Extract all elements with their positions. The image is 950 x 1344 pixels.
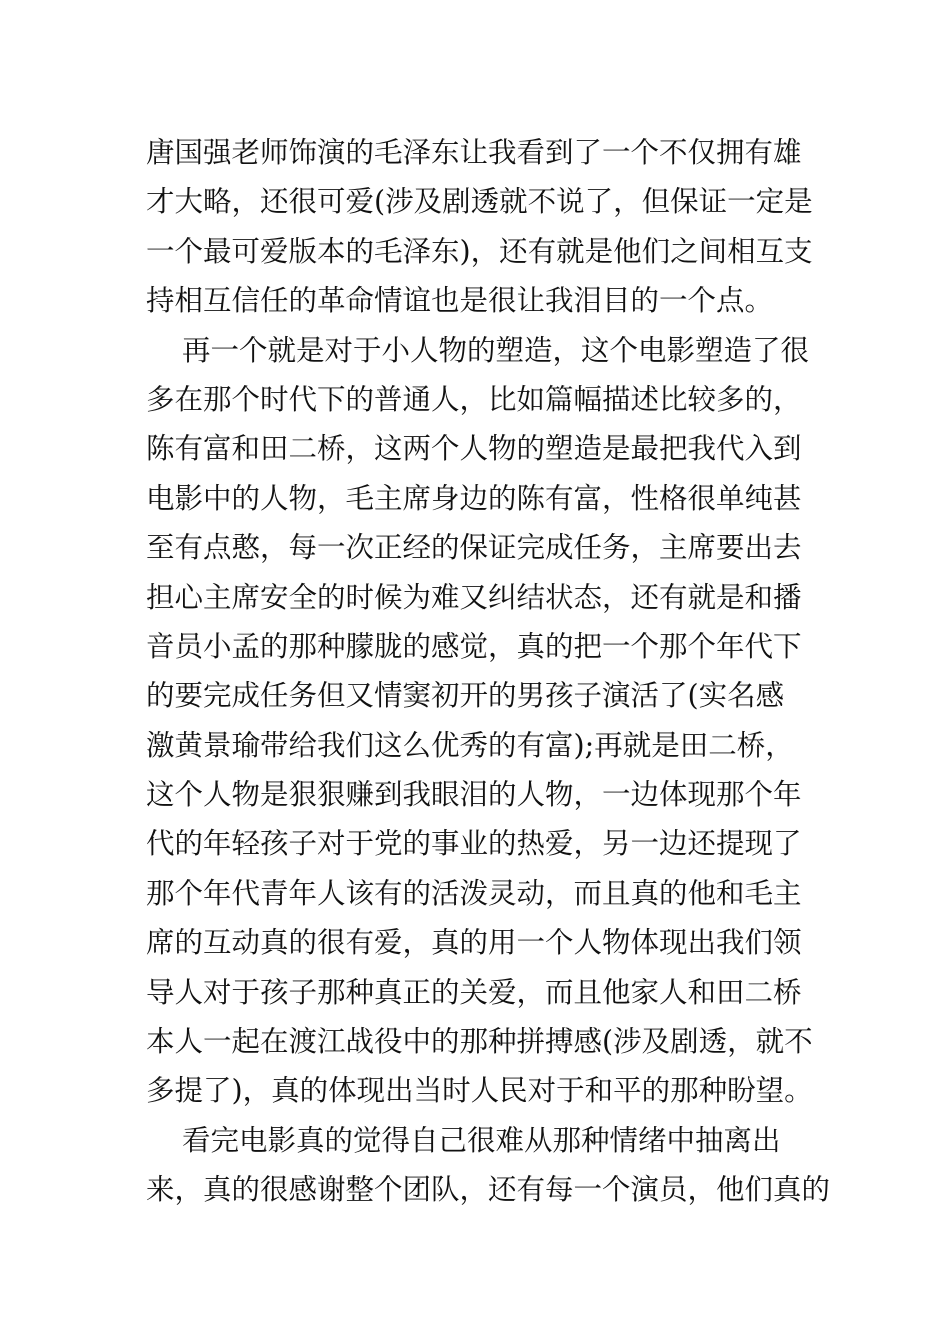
text-line: 音员小孟的那种朦胧的感觉，真的把一个那个年代下	[146, 629, 802, 663]
text-line: 导人对于孩子那种真正的关爱，而且他家人和田二桥	[146, 975, 802, 1009]
body-text	[146, 128, 831, 1215]
text-line: 那个年代青年人该有的活泼灵动，而且真的他和毛主	[146, 876, 802, 910]
text-line: 本人一起在渡江战役中的那种拼搏感(涉及剧透，就不	[146, 1025, 813, 1059]
text-line: 陈有富和田二桥，这两个人物的塑造是最把我代入到	[146, 432, 802, 466]
paragraph-start-line: 看完电影真的觉得自己很难从那种情绪中抽离出	[182, 1123, 781, 1157]
text-line: 这个人物是狠狠赚到我眼泪的人物，一边体现那个年	[146, 778, 802, 812]
text-line: 代的年轻孩子对于党的事业的热爱，另一边还提现了	[146, 827, 802, 861]
text-line: 至有点憨，每一次正经的保证完成任务，主席要出去	[146, 531, 802, 565]
text-line: 的要完成任务但又情窦初开的男孩子演活了(实名感	[146, 679, 785, 713]
text-line: 持相互信任的革命情谊也是很让我泪目的一个点。	[146, 284, 774, 318]
text-line: 激黄景瑜带给我们这么优秀的有富);再就是田二桥，	[146, 728, 794, 762]
text-line: 多在那个时代下的普通人，比如篇幅描述比较多的，	[146, 382, 802, 416]
text-line: 来，真的很感谢整个团队，还有每一个演员，他们真的	[146, 1173, 831, 1207]
text-line: 唐国强老师饰演的毛泽东让我看到了一个不仅拥有雄	[146, 136, 802, 169]
text-line: 多提了)，真的体现出当时人民对于和平的那种盼望。	[146, 1074, 813, 1108]
text-line: 席的互动真的很有爱，真的用一个人物体现出我们领	[146, 926, 802, 960]
paragraph-start-line: 再一个就是对于小人物的塑造，这个电影塑造了很	[182, 333, 810, 367]
text-line: 才大略，还很可爱(涉及剧透就不说了，但保证一定是	[146, 185, 813, 219]
text-line: 电影中的人物，毛主席身边的陈有富，性格很单纯甚	[146, 481, 802, 515]
text-line: 一个最可爱版本的毛泽东)，还有就是他们之间相互支	[146, 234, 813, 268]
text-line: 担心主席安全的时候为难又纠结状态，还有就是和播	[146, 580, 802, 614]
